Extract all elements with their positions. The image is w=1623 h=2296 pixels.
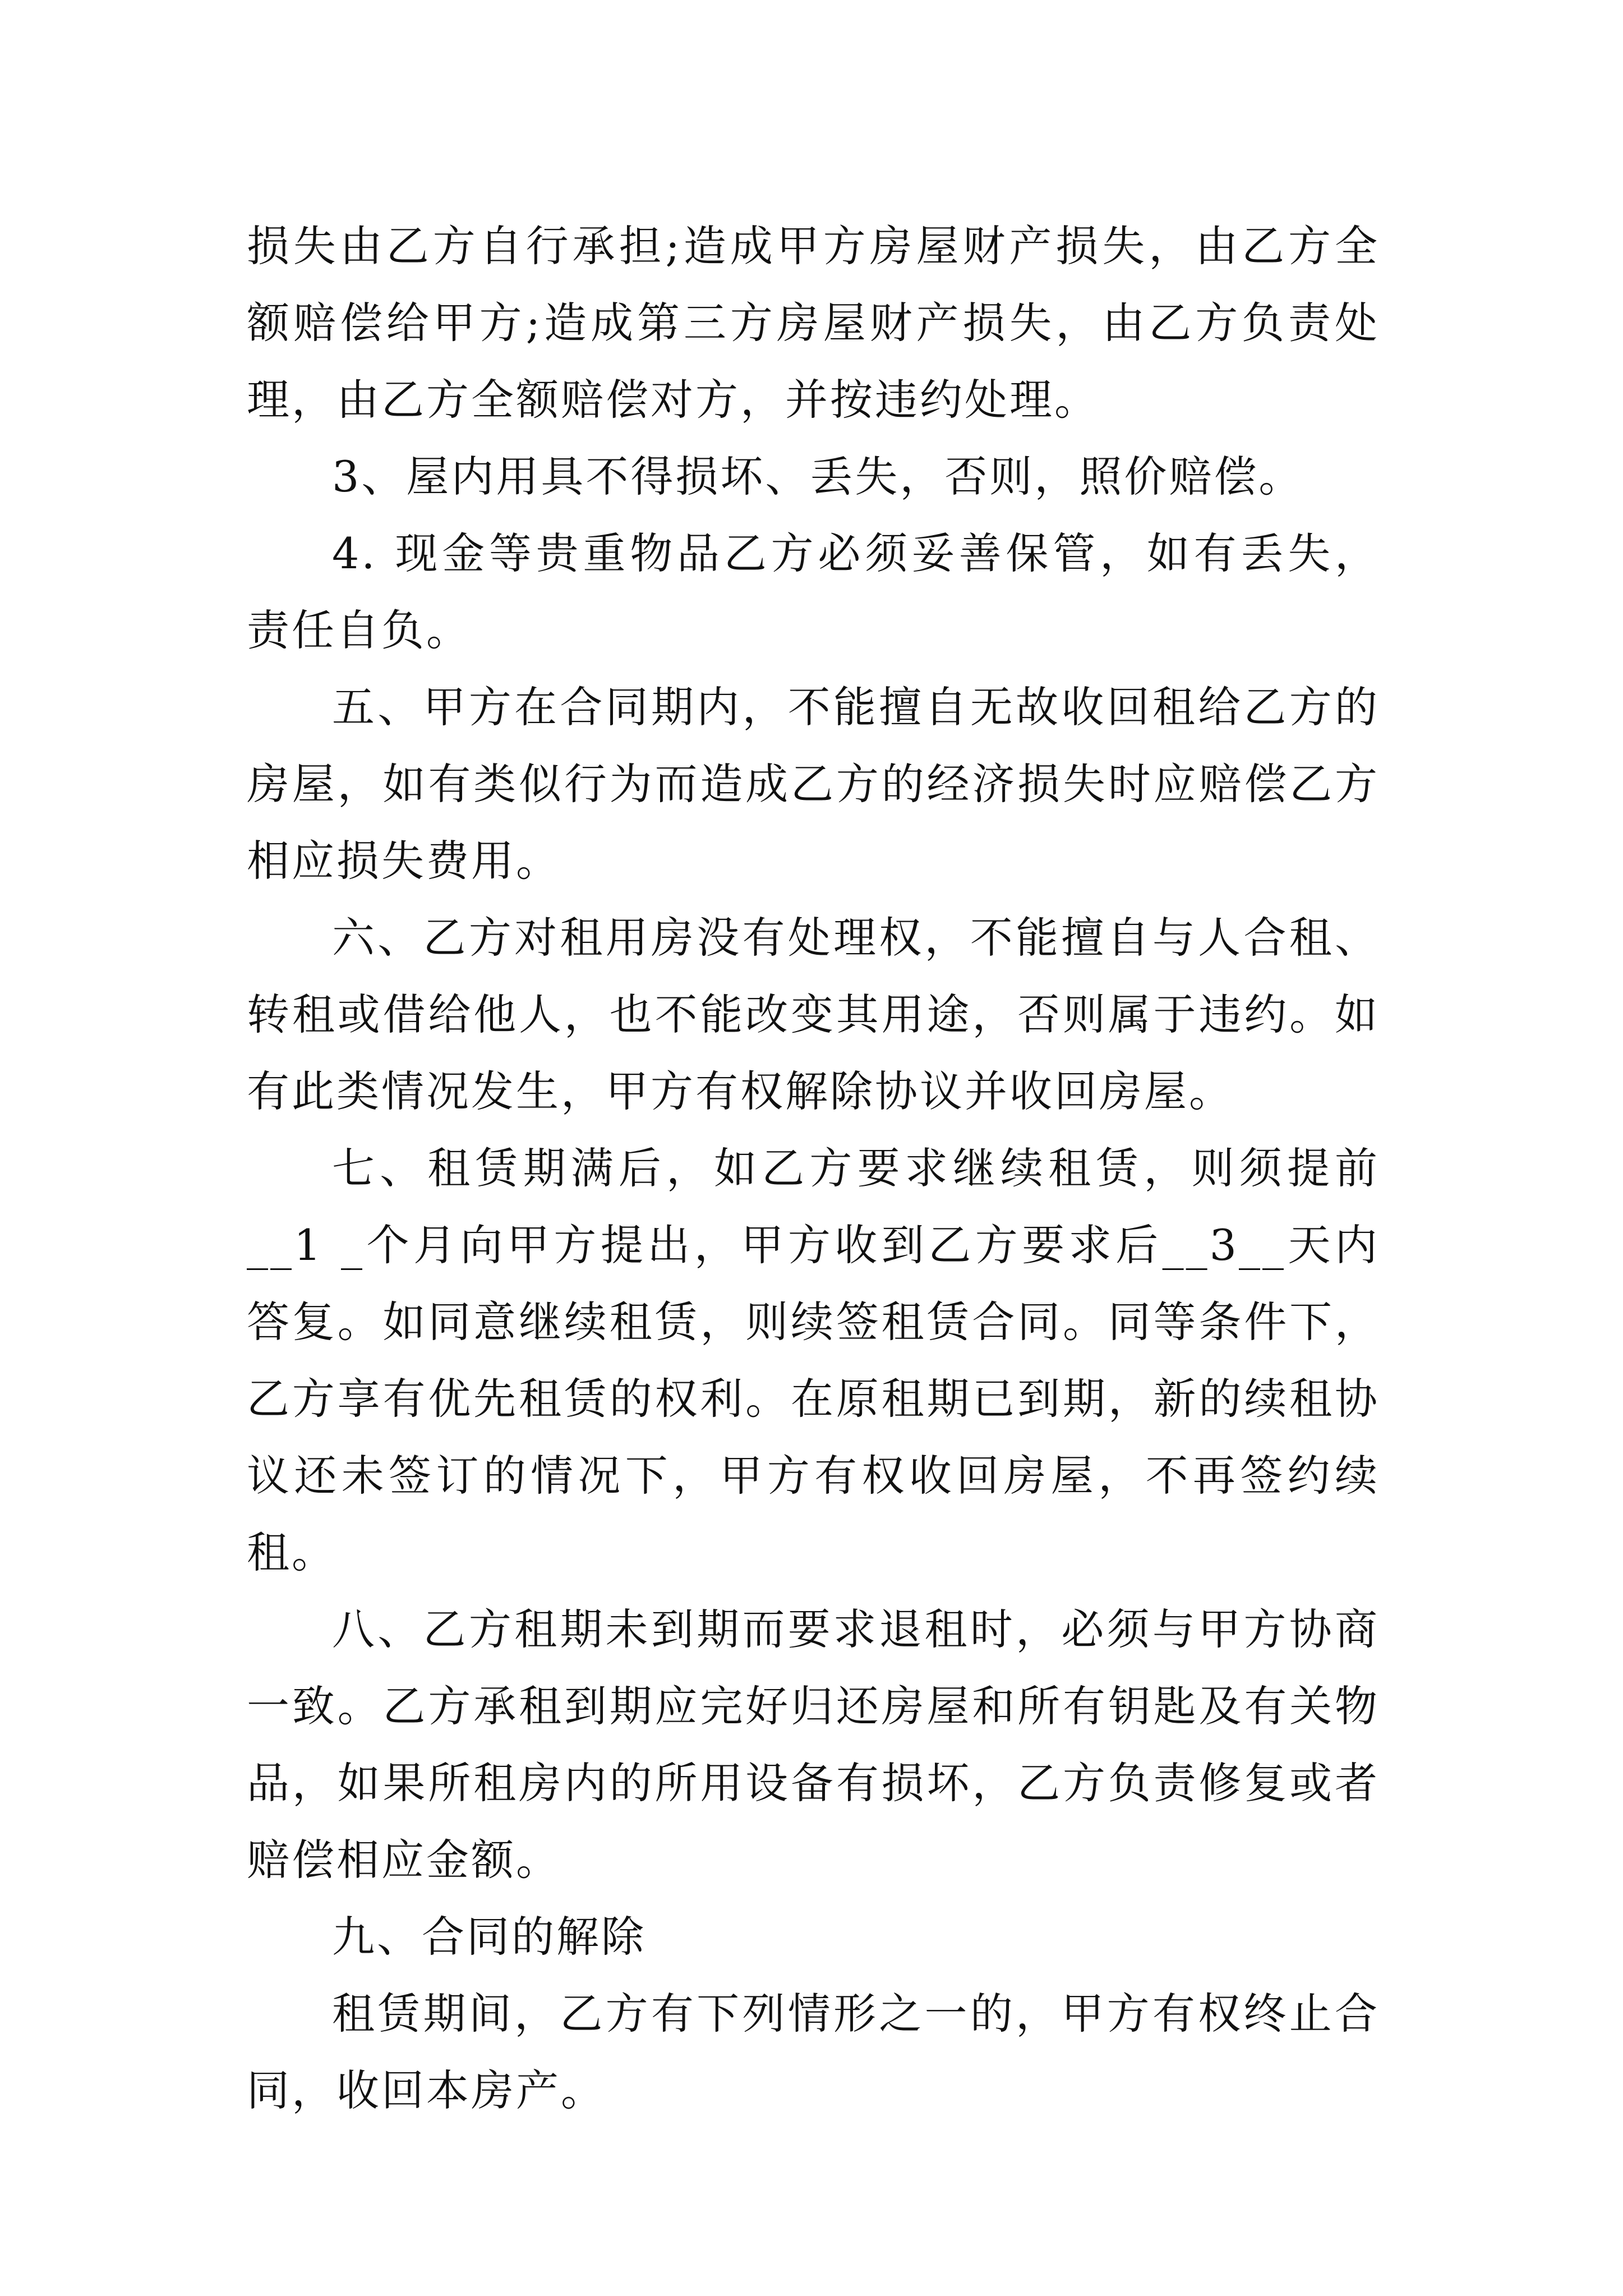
paragraph-damage-liability: 损失由乙方自行承担;造成甲方房屋财产损失，由乙方全额赔偿给甲方;造成第三方房屋财产损失，由乙方负责处理，由乙方全额赔偿对方，并按违约处理。	[247, 221, 1380, 425]
document-body	[247, 208, 1380, 2129]
paragraph-clause-5-landlord-obligation: 五、甲方在合同期内，不能擅自无故收回租给乙方的房屋，如有类似行为而造成乙方的经济损失时应赔偿乙方相应损失费用。	[247, 682, 1380, 886]
paragraph-clause-7-renewal: 七、租赁期满后，如乙方要求继续租赁，则须提前__1 _个月向甲方提出，甲方收到乙方要求后__3__天内答复。如同意继续租赁，则续签租赁合同。同等条件下，乙方享有优先租赁的权利。在原租期已到期，新的续租协议还未签订的情况下，甲方有权收回房屋，不再签约续租。	[247, 1143, 1380, 1577]
paragraph-clause-8-early-termination: 八、乙方租期未到期而要求退租时，必须与甲方协商一致。乙方承租到期应完好归还房屋和所有钥匙及有关物品，如果所租房内的所用设备有损坏，乙方负责修复或者赔偿相应金额。	[247, 1604, 1380, 1885]
paragraph-clause-3-furnishings: 3、屋内用具不得损坏、丢失，否则，照价赔偿。	[332, 452, 1304, 501]
heading-clause-9-termination: 九、合同的解除	[332, 1912, 646, 1962]
paragraph-clause-6-no-sublet: 六、乙方对租用房没有处理权，不能擅自与人合租、转租或借给他人，也不能改变其用途，否则属于违约。如有此类情况发生，甲方有权解除协议并收回房屋。	[247, 913, 1380, 1116]
paragraph-clause-4-valuables: 4. 现金等贵重物品乙方必须妥善保管，如有丢失，责任自负。	[247, 528, 1380, 655]
paragraph-clause-9-conditions: 租赁期间，乙方有下列情形之一的，甲方有权终止合同，收回本房产。	[247, 1989, 1380, 2115]
